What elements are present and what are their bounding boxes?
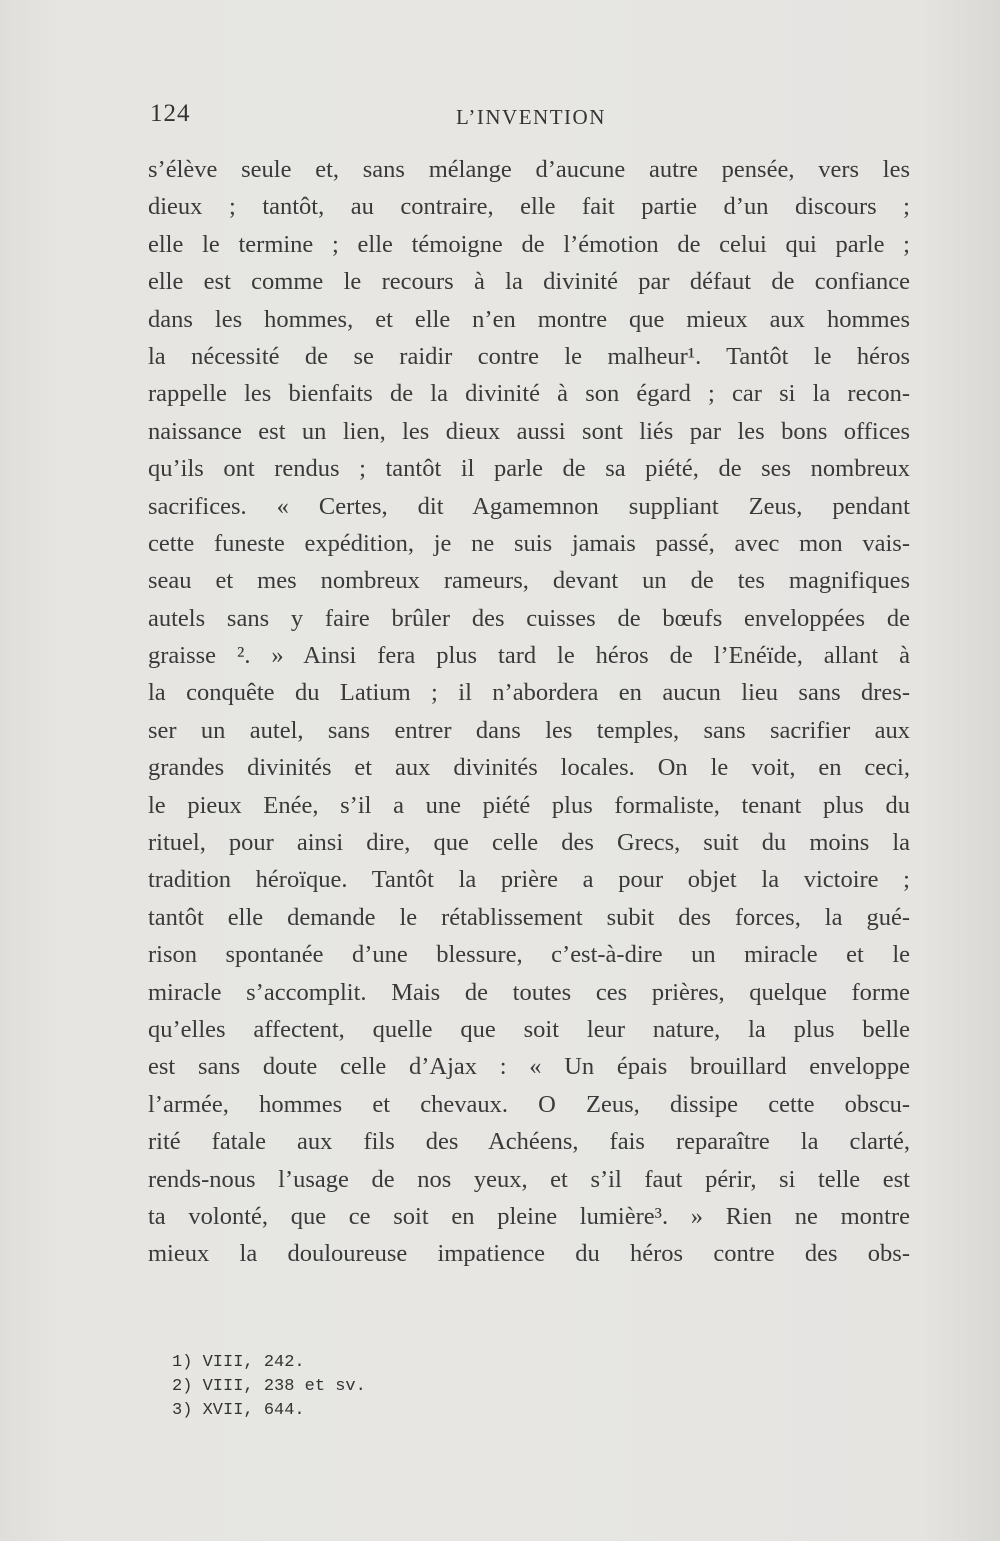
text-line: rituel, pour ainsi dire, que celle des Grecs, suit du moins la	[148, 829, 910, 857]
text-line: ser un autel, sans entrer dans les temples, sans sacrifier aux	[148, 716, 910, 744]
body-text	[148, 151, 910, 1273]
footnote: 3) XVII, 644.	[172, 1401, 305, 1420]
text-line: miracle s’accomplit. Mais de toutes ces prières, quelque forme	[148, 978, 910, 1006]
text-line: seau et mes nombreux rameurs, devant un de tes magnifiques	[148, 567, 910, 595]
running-head: L’INVENTION	[456, 105, 606, 129]
text-line: rité fatale aux fils des Achéens, fais reparaître la clarté,	[148, 1128, 910, 1156]
text-line: qu’elles affectent, quelle que soit leur nature, la plus belle	[148, 1015, 910, 1043]
text-line: mieux la douloureuse impatience du héros contre des obs-	[148, 1240, 910, 1268]
text-line: tantôt elle demande le rétablissement subit des forces, la gué-	[148, 903, 910, 931]
text-line: tradition héroïque. Tantôt la prière a pour objet la victoire ;	[148, 866, 910, 894]
text-line: elle est comme le recours à la divinité par défaut de confiance	[148, 268, 910, 296]
text-line: graisse ². » Ainsi fera plus tard le héros de l’Enéïde, allant à	[148, 642, 910, 670]
text-line: la conquête du Latium ; il n’abordera en aucun lieu sans dres-	[148, 679, 910, 707]
footnote: 1) VIII, 242.	[172, 1353, 305, 1372]
text-line: s’élève seule et, sans mélange d’aucune autre pensée, vers les	[148, 156, 910, 183]
text-line: cette funeste expédition, je ne suis jamais passé, avec mon vais-	[148, 529, 910, 557]
text-line: ta volonté, que ce soit en pleine lumière³. » Rien ne montre	[148, 1202, 910, 1230]
text-line: dans les hommes, et elle n’en montre que mieux aux hommes	[148, 305, 910, 333]
text-line: elle le termine ; elle témoigne de l’émotion de celui qui parle ;	[148, 230, 910, 258]
text-line: rison spontanée d’une blessure, c’est-à-dire un miracle et le	[148, 941, 910, 969]
text-line: qu’ils ont rendus ; tantôt il parle de sa piété, de ses nombreux	[148, 455, 910, 483]
text-line: rends-nous l’usage de nos yeux, et s’il faut périr, si telle est	[148, 1165, 910, 1193]
text-line: naissance est un lien, les dieux aussi sont liés par les bons offices	[148, 417, 910, 445]
text-line: la nécessité de se raidir contre le malheur¹. Tantôt le héros	[148, 342, 910, 370]
text-line: grandes divinités et aux divinités locales. On le voit, en ceci,	[148, 754, 910, 782]
text-line: est sans doute celle d’Ajax : « Un épais brouillard enveloppe	[148, 1053, 910, 1081]
text-line: sacrifices. « Certes, dit Agamemnon suppliant Zeus, pendant	[148, 492, 910, 520]
text-line: dieux ; tantôt, au contraire, elle fait partie d’un discours ;	[148, 193, 910, 221]
text-line: l’armée, hommes et chevaux. O Zeus, dissipe cette obscu-	[148, 1090, 910, 1118]
footnotes	[172, 1351, 366, 1423]
footnote: 2) VIII, 238 et sv.	[172, 1377, 366, 1396]
text-line: le pieux Enée, s’il a une piété plus formaliste, tenant plus du	[148, 791, 910, 819]
page-number: 124	[150, 100, 191, 127]
text-line: rappelle les bienfaits de la divinité à son égard ; car si la recon-	[148, 380, 910, 408]
text-line: autels sans y faire brûler des cuisses de bœufs enveloppées de	[148, 604, 910, 632]
